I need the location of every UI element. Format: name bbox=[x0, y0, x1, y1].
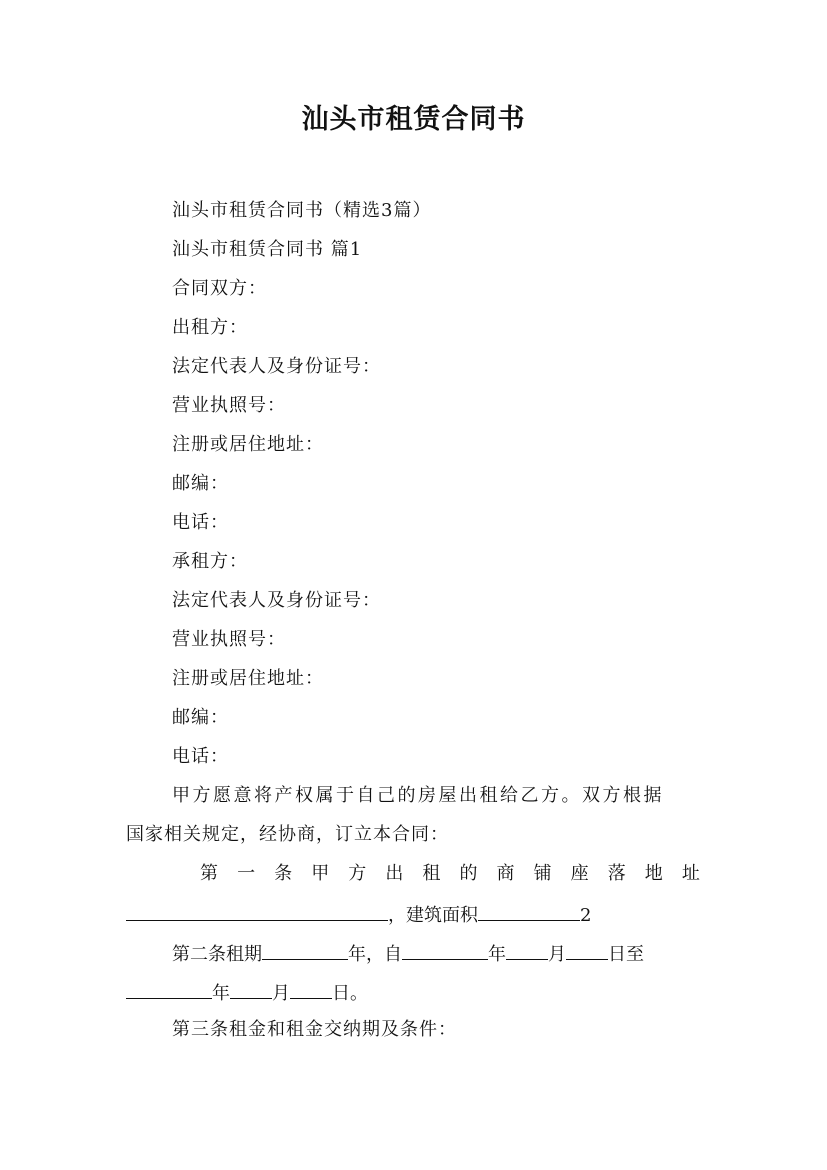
article1-char: 出 bbox=[385, 863, 404, 884]
article1-char: 地 bbox=[644, 863, 663, 884]
article1-char: 座 bbox=[570, 863, 589, 884]
article1-char: 方 bbox=[348, 863, 367, 884]
end-day-blank bbox=[290, 978, 332, 999]
area-unit: 2 bbox=[580, 905, 592, 926]
subtitle-line: 汕头市租赁合同书（精选3篇） bbox=[172, 200, 432, 221]
article1-line2 bbox=[126, 900, 591, 929]
lessee-phone-label: 电话： bbox=[172, 746, 229, 767]
article1-char: 址 bbox=[681, 863, 700, 884]
article2-end-year: 年 bbox=[212, 983, 230, 1004]
end-year-blank bbox=[126, 978, 212, 999]
article2-line1 bbox=[172, 939, 644, 968]
area-blank bbox=[478, 900, 580, 921]
lessee-postcode-label: 邮编： bbox=[172, 707, 229, 728]
lessor-address-label: 注册或居住地址： bbox=[172, 434, 324, 455]
lessee-address-label: 注册或居住地址： bbox=[172, 668, 324, 689]
paragraph-intro-line1: 甲方愿意将产权属于自己的房屋出租给乙方。双方根据 bbox=[172, 785, 664, 806]
article2-line2 bbox=[126, 978, 368, 1007]
term-years-blank bbox=[262, 939, 348, 960]
lessor-phone-label: 电话： bbox=[172, 512, 229, 533]
lessee-license-label: 营业执照号： bbox=[172, 629, 286, 650]
area-label: ，建筑面积 bbox=[388, 905, 478, 926]
article2-end-day: 日。 bbox=[332, 983, 368, 1004]
section-heading: 汕头市租赁合同书 篇1 bbox=[172, 239, 363, 260]
article1-char: 一 bbox=[237, 863, 256, 884]
article1-char: 甲 bbox=[311, 863, 330, 884]
lessee-label: 承租方： bbox=[172, 551, 248, 572]
article2-year: 年 bbox=[488, 944, 506, 965]
end-month-blank bbox=[230, 978, 272, 999]
article2-day-to: 日至 bbox=[608, 944, 644, 965]
article1-char: 的 bbox=[459, 863, 478, 884]
article1-line1 bbox=[200, 861, 700, 887]
article2-year-from: 年，自 bbox=[348, 944, 402, 965]
lessor-rep-label: 法定代表人及身份证号： bbox=[172, 356, 381, 377]
document-title: 汕头市租赁合同书 bbox=[301, 104, 526, 135]
article2-prefix: 第二条租期 bbox=[172, 944, 262, 965]
start-year-blank bbox=[402, 939, 488, 960]
paragraph-intro-line2: 国家相关规定，经协商，订立本合同： bbox=[126, 824, 449, 845]
start-month-blank bbox=[506, 939, 548, 960]
parties-label: 合同双方： bbox=[172, 278, 267, 299]
article1-char: 租 bbox=[422, 863, 441, 884]
start-day-blank bbox=[566, 939, 608, 960]
article1-char: 商 bbox=[496, 863, 515, 884]
article1-char: 铺 bbox=[533, 863, 552, 884]
lessee-rep-label: 法定代表人及身份证号： bbox=[172, 590, 381, 611]
article2-end-month: 月 bbox=[272, 983, 290, 1004]
article1-char: 落 bbox=[607, 863, 626, 884]
lessor-license-label: 营业执照号： bbox=[172, 395, 286, 416]
article1-char: 第 bbox=[200, 863, 218, 884]
article2-month: 月 bbox=[548, 944, 566, 965]
article3-heading: 第三条租金和租金交纳期及条件： bbox=[172, 1019, 457, 1040]
address-blank bbox=[126, 900, 388, 921]
lessor-postcode-label: 邮编： bbox=[172, 473, 229, 494]
article1-char: 条 bbox=[274, 863, 293, 884]
lessor-label: 出租方： bbox=[172, 317, 248, 338]
